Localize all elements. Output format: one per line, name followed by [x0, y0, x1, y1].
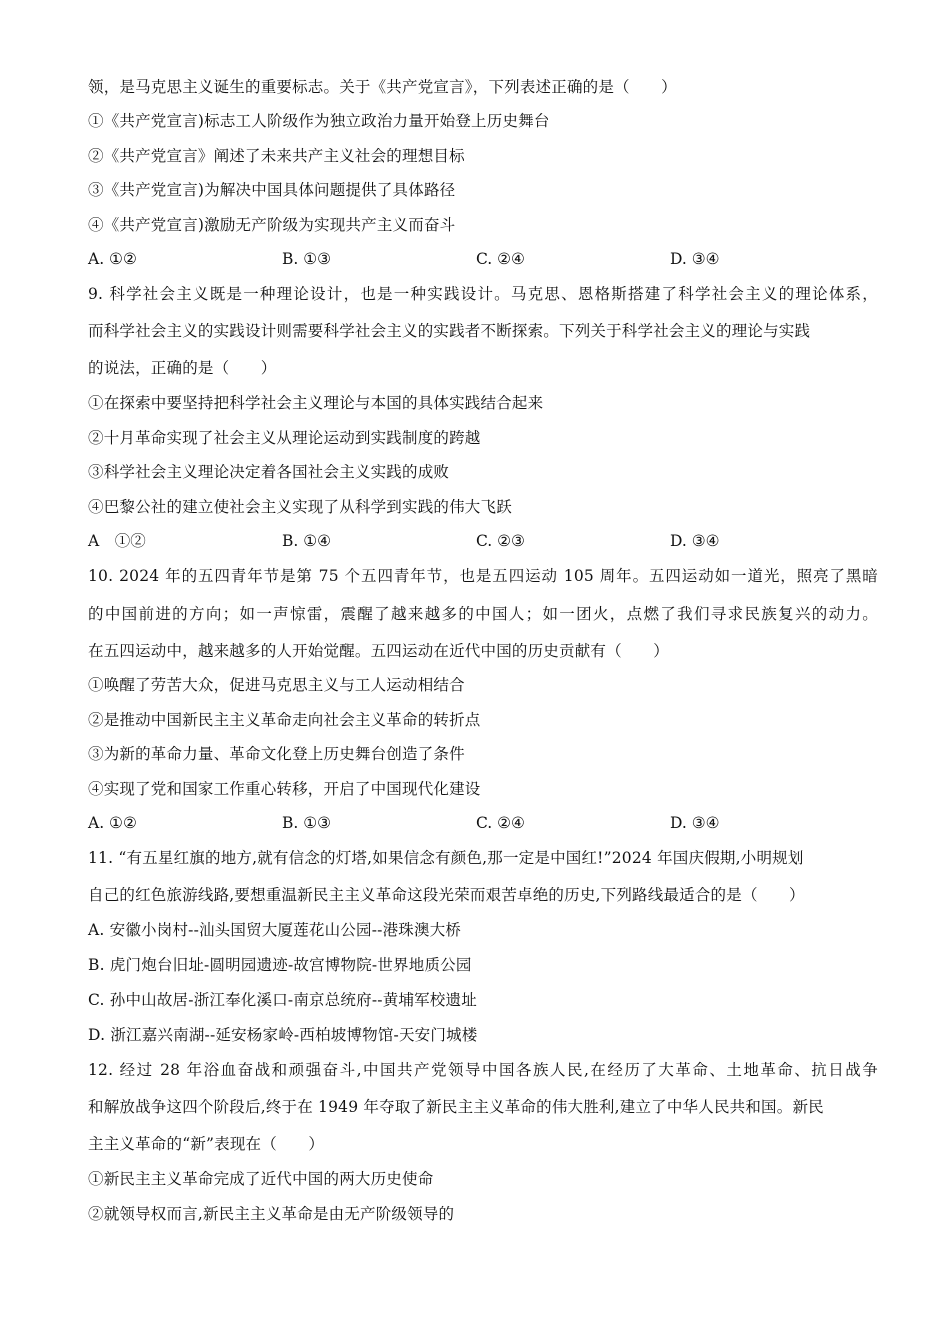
q11-choice-c[interactable]: C. 孙中山故居-浙江奉化溪口-南京总统府--黄埔军校遗址 — [88, 991, 477, 1009]
q9-option-a[interactable]: A ①② — [88, 532, 146, 550]
q9-stem-line-2: 而科学社会主义的实践设计则需要科学社会主义的实践者不断探索。下列关于科学社会主义的理论与实践 — [88, 322, 811, 340]
q9-item-2: ②十月革命实现了社会主义从理论运动到实践制度的跨越 — [88, 429, 481, 447]
q11-stem-line-1: 11. “有五星红旗的地方,就有信念的灯塔,如果信念有颜色,那一定是中国红!”2024 年国庆假期,小明规划 — [88, 849, 804, 867]
q8-item-4: ④《共产党宣言)激励无产阶级为实现共产主义而奋斗 — [88, 216, 456, 234]
q12-item-1: ①新民主主义革命完成了近代中国的两大历史使命 — [88, 1170, 434, 1188]
q12-stem-line-2: 和解放战争这四个阶段后,终于在 1949 年夺取了新民主主义革命的伟大胜利,建立了中华人民共和国。新民 — [88, 1098, 824, 1116]
q8-item-3: ③《共产党宣言)为解决中国具体问题提供了具体路径 — [88, 181, 456, 199]
q9-option-c[interactable]: C. ②③ — [476, 532, 525, 550]
q12-stem-line-3: 主主义革命的“新”表现在（ ） — [88, 1135, 325, 1153]
q9-options — [88, 531, 848, 551]
q8-option-d[interactable]: D. ③④ — [670, 250, 720, 268]
q8-item-2: ②《共产党宣言》阐述了未来共产主义社会的理想目标 — [88, 147, 465, 165]
q10-item-1: ①唤醒了劳苦大众，促进马克思主义与工人运动相结合 — [88, 676, 465, 694]
q10-item-3: ③为新的革命力量、革命文化登上历史舞台创造了条件 — [88, 745, 465, 763]
q10-option-b[interactable]: B. ①③ — [282, 814, 332, 832]
q11-stem-line-2: 自己的红色旅游线路,要想重温新民主主义革命这段光荣而艰苦卓绝的历史,下列路线最适合的是（ ） — [88, 886, 805, 904]
q8-option-b[interactable]: B. ①③ — [282, 250, 332, 268]
q8-option-c[interactable]: C. ②④ — [476, 250, 525, 268]
q10-option-d[interactable]: D. ③④ — [670, 814, 720, 832]
q8-options — [88, 249, 848, 269]
q10-item-2: ②是推动中国新民主主义革命走向社会主义革命的转折点 — [88, 711, 481, 729]
q11-choice-b[interactable]: B. 虎门炮台旧址-圆明园遗迹-故宫博物院-世界地质公园 — [88, 956, 472, 974]
q9-option-d[interactable]: D. ③④ — [670, 532, 720, 550]
q9-item-4: ④巴黎公社的建立使社会主义实现了从科学到实践的伟大飞跃 — [88, 498, 512, 516]
q8-stem: 领，是马克思主义诞生的重要标志。关于《共产党宣言》，下列表述正确的是（ ） — [88, 78, 677, 96]
q10-stem-line-2: 的中国前进的方向；如一声惊雷，震醒了越来越多的中国人；如一团火，点燃了我们寻求民族复兴的动力。 — [88, 605, 878, 623]
q9-stem-line-1: 9. 科学社会主义既是一种理论设计，也是一种实践设计。马克思、恩格斯搭建了科学社会主义的理论体系， — [88, 285, 878, 303]
q12-stem-line-1: 12. 经过 28 年浴血奋战和顽强奋斗,中国共产党领导中国各族人民,在经历了大革命、土地革命、抗日战争 — [88, 1061, 878, 1079]
q10-stem-line-1: 10. 2024 年的五四青年节是第 75 个五四青年节，也是五四运动 105 周年。五四运动如一道光，照亮了黑暗 — [88, 567, 878, 585]
q8-option-a[interactable]: A. ①② — [88, 250, 137, 268]
q10-options — [88, 813, 848, 833]
q10-option-c[interactable]: C. ②④ — [476, 814, 525, 832]
q9-stem-line-3: 的说法，正确的是（ ） — [88, 359, 277, 377]
q11-choice-d[interactable]: D. 浙江嘉兴南湖--延安杨家岭-西柏坡博物馆-天安门城楼 — [88, 1026, 478, 1044]
q9-item-1: ①在探索中要坚持把科学社会主义理论与本国的具体实践结合起来 — [88, 394, 544, 412]
q12-item-2: ②就领导权而言,新民主主义革命是由无产阶级领导的 — [88, 1205, 455, 1223]
q10-option-a[interactable]: A. ①② — [88, 814, 137, 832]
q8-item-1: ①《共产党宣言)标志工人阶级作为独立政治力量开始登上历史舞台 — [88, 112, 550, 130]
q9-option-b[interactable]: B. ①④ — [282, 532, 332, 550]
q11-choice-a[interactable]: A. 安徽小岗村--汕头国贸大厦莲花山公园--港珠澳大桥 — [88, 921, 462, 939]
q10-stem-line-3: 在五四运动中，越来越多的人开始觉醒。五四运动在近代中国的历史贡献有（ ） — [88, 642, 669, 660]
q9-item-3: ③科学社会主义理论决定着各国社会主义实践的成败 — [88, 463, 450, 481]
q10-item-4: ④实现了党和国家工作重心转移，开启了中国现代化建设 — [88, 780, 481, 798]
